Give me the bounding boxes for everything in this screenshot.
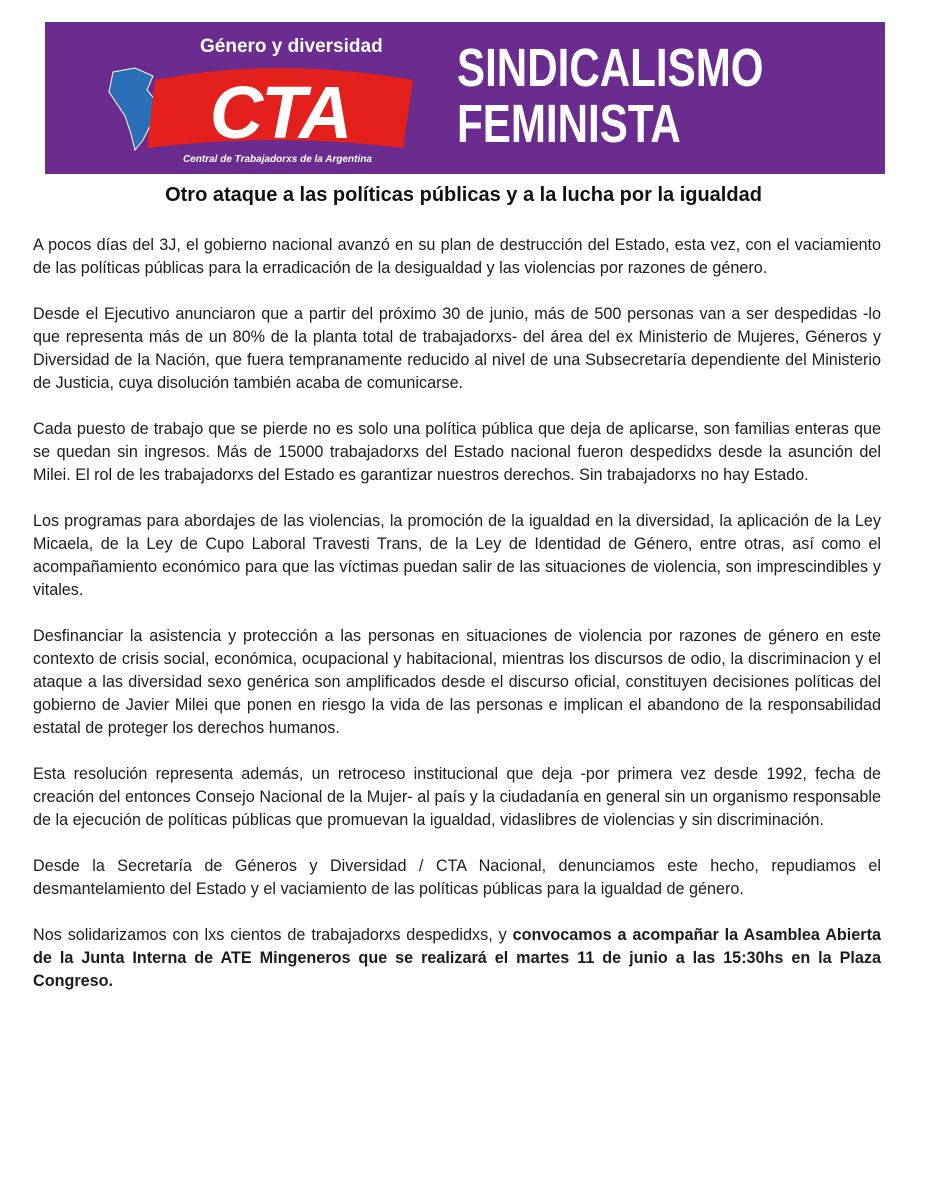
header-banner <box>45 22 885 174</box>
logo-top-text: Género y diversidad <box>200 36 383 57</box>
document-title: Otro ataque a las políticas públicas y a la lucha por la igualdad <box>165 184 762 206</box>
cta-logo <box>95 32 435 174</box>
banner-title <box>457 40 764 152</box>
document-body <box>33 234 881 1016</box>
closing-normal-text: Nos solidarizamos con lxs cientos de trabajadorxs despedidxs, y <box>33 926 513 944</box>
logo-acronym: CTA <box>209 71 351 154</box>
banner-title-line1: SINDICALISMO <box>457 38 764 98</box>
paragraph: A pocos días del 3J, el gobierno nacional avanzó en su plan de destrucción del Estado, esta vez, con el vaciamiento de las políticas públicas para la erradicación de la desigualdad y las violencias por razones de género. <box>33 236 881 277</box>
cta-logo-graphic <box>95 62 435 154</box>
paragraph: Cada puesto de trabajo que se pierde no es solo una política pública que deja de aplicarse, son familias enteras que se quedan sin ingresos. Más de 15000 trabajadorxs del Estado nacional fueron despedidxs desde la asunción del Milei. El rol de les trabajadorxs del Estado es garantizar nuestros derechos. Sin trabajadorxs no hay Estado. <box>33 420 881 484</box>
paragraph: Desde la Secretaría de Géneros y Diversidad / CTA Nacional, denunciamos este hecho, repudiamos el desmantelamiento del Estado y el vaciamiento de las políticas públicas para la igualdad de género. <box>33 857 881 898</box>
paragraph: Desde el Ejecutivo anunciaron que a partir del próximo 30 de junio, más de 500 personas van a ser despedidas -lo que representa más de un 80% de la planta total de trabajadorxs- del área del ex Ministerio de Mujeres, Géneros y Diversidad de la Nación, que fuera tempranamente reducido al nivel de una Subsecretaría dependiente del Ministerio de Justicia, cuya disolución también acaba de comunicarse. <box>33 305 881 392</box>
closing-bold-text: convocamos a acompañar la Asamblea Abierta de la Junta Interna de ATE Mingeneros que se realizará el martes 11 de junio a las 15:30hs en la Plaza Congreso. <box>33 926 881 990</box>
closing-paragraph <box>33 924 881 993</box>
banner-title-line2: FEMINISTA <box>457 94 681 154</box>
paragraph: Los programas para abordajes de las violencias, la promoción de la igualdad en la diversidad, la aplicación de la Ley Micaela, de la Ley de Cupo Laboral Travesti Trans, de la Ley de Identidad de Género, entre otras, así como el acompañamiento económico para que las víctimas puedan salir de las situaciones de violencia, son imprescindibles y vitales. <box>33 512 881 599</box>
logo-subtitle: Central de Trabajadorxs de la Argentina <box>183 154 372 165</box>
paragraph: Desfinanciar la asistencia y protección a las personas en situaciones de violencia por razones de género en este contexto de crisis social, económica, ocupacional y habitacional, mientras los discursos de odio, la discriminacion y el ataque a las diversidad sexo genérica son amplificados desde el discurso oficial, constituyen decisiones políticas del gobierno de Javier Milei que ponen en riesgo la vida de las personas e implican el abandono de la responsabilidad estatal de proteger los derechos humanos. <box>33 627 881 737</box>
paragraph: Esta resolución representa además, un retroceso institucional que deja -por primera vez desde 1992, fecha de creación del entonces Consejo Nacional de la Mujer- al país y la ciudadanía en general sin un organismo responsable de la ejecución de políticas públicas que promuevan la igualdad, vidaslibres de violencias y sin discriminación. <box>33 765 881 829</box>
